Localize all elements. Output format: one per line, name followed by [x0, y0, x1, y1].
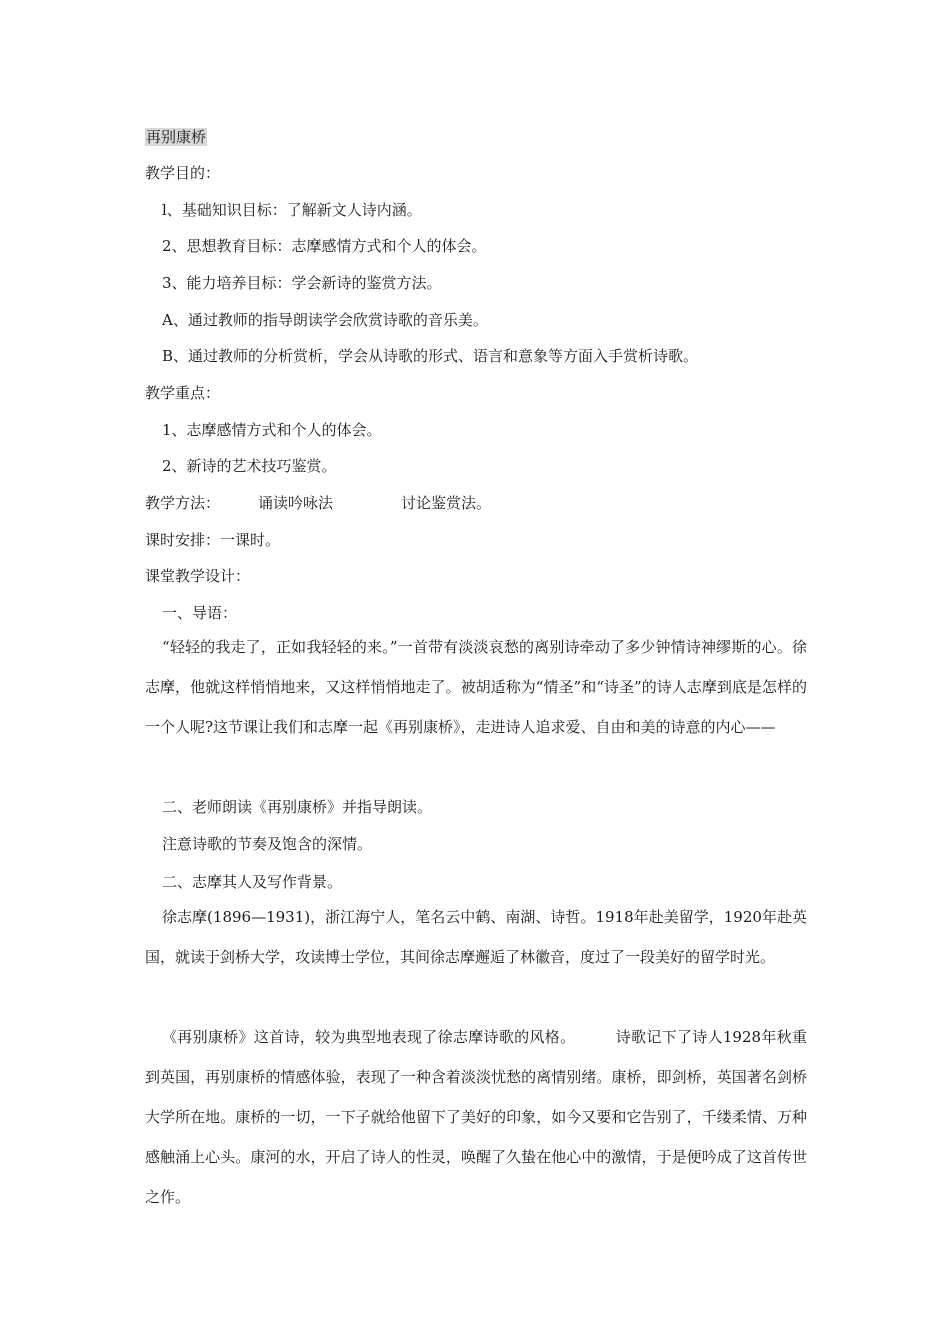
section-heading: 一、导语：: [162, 604, 238, 622]
title-text: 再别康桥: [146, 128, 207, 146]
reading-note: 注意诗歌的节奏及饱含的深情。: [162, 835, 373, 853]
objective-item: l、基础知识目标：了解新文人诗内涵。: [162, 201, 422, 219]
design-heading: 课堂教学设计：: [145, 567, 251, 585]
keypoints-heading: 教学重点：: [145, 384, 221, 402]
objective-item: 2、思想教育目标：志摩感情方式和个人的体会。: [162, 237, 487, 255]
method-1: 诵读吟咏法: [258, 494, 334, 512]
objective-item: A、通过教师的指导朗读学会欣赏诗歌的音乐美。: [162, 311, 488, 329]
method-2: 讨论鉴赏法。: [401, 494, 492, 512]
section-heading: 二、老师朗读《再别康桥》并指导朗读。: [162, 798, 433, 816]
intro-paragraph: “轻轻的我走了，正如我轻轻的来。”一首带有淡淡哀愁的离别诗牵动了多少钟情诗神缪斯的心。徐志摩，他就这样悄悄地来，又这样悄悄地走了。被胡适称为“情圣”和“诗圣”的诗人志摩到底是怎样的一个人呢?这节课让我们和志摩一起《再别康桥》，走进诗人追求爱、自由和美的诗意的内心——: [145, 638, 807, 736]
objectives-heading: 教学目的：: [145, 164, 221, 182]
poem-paragraph-part-b: 诗歌记下了诗人1928年秋重到英国，再别康桥的情感体验，表现了一种含着淡淡忧愁的离情别绪。康桥，即剑桥，英国著名剑桥大学所在地。康桥的一切，一下子就给他留下了美好的印象，如今又要和它告别了，千缕柔情、万种感触涌上心头。康河的水，开启了诗人的性灵，唤醒了久蛰在他心中的激情，于是便吟成了这首传世之作。: [145, 1028, 807, 1206]
poem-background-paragraph: [145, 1017, 807, 1217]
keypoint-item: 1、志摩感情方式和个人的体会。: [162, 421, 382, 439]
method-label: 教学方法：: [145, 494, 221, 512]
poem-paragraph-part-a: 《再别康桥》这首诗，较为典型地表现了徐志摩诗歌的风格。: [162, 1028, 576, 1046]
objective-item: B、通过教师的分析赏析，学会从诗歌的形式、语言和意象等方面入手赏析诗歌。: [162, 347, 699, 365]
document-title: [145, 127, 207, 147]
keypoint-item: 2、新诗的艺术技巧鉴赏。: [162, 457, 337, 475]
bio-paragraph: 徐志摩(1896—1931)，浙江海宁人，笔名云中鹤、南湖、诗哲。1918年赴美留学，1920年赴英国，就读于剑桥大学，攻读博士学位，其间徐志摩邂逅了林徽音，度过了一段美好的留学时光。: [145, 908, 807, 966]
teaching-method-line: [145, 493, 491, 513]
objective-item: 3、能力培养目标：学会新诗的鉴赏方法。: [162, 274, 442, 292]
section-heading: 二、志摩其人及写作背景。: [162, 873, 343, 891]
schedule-line: 课时安排：一课时。: [145, 531, 281, 549]
